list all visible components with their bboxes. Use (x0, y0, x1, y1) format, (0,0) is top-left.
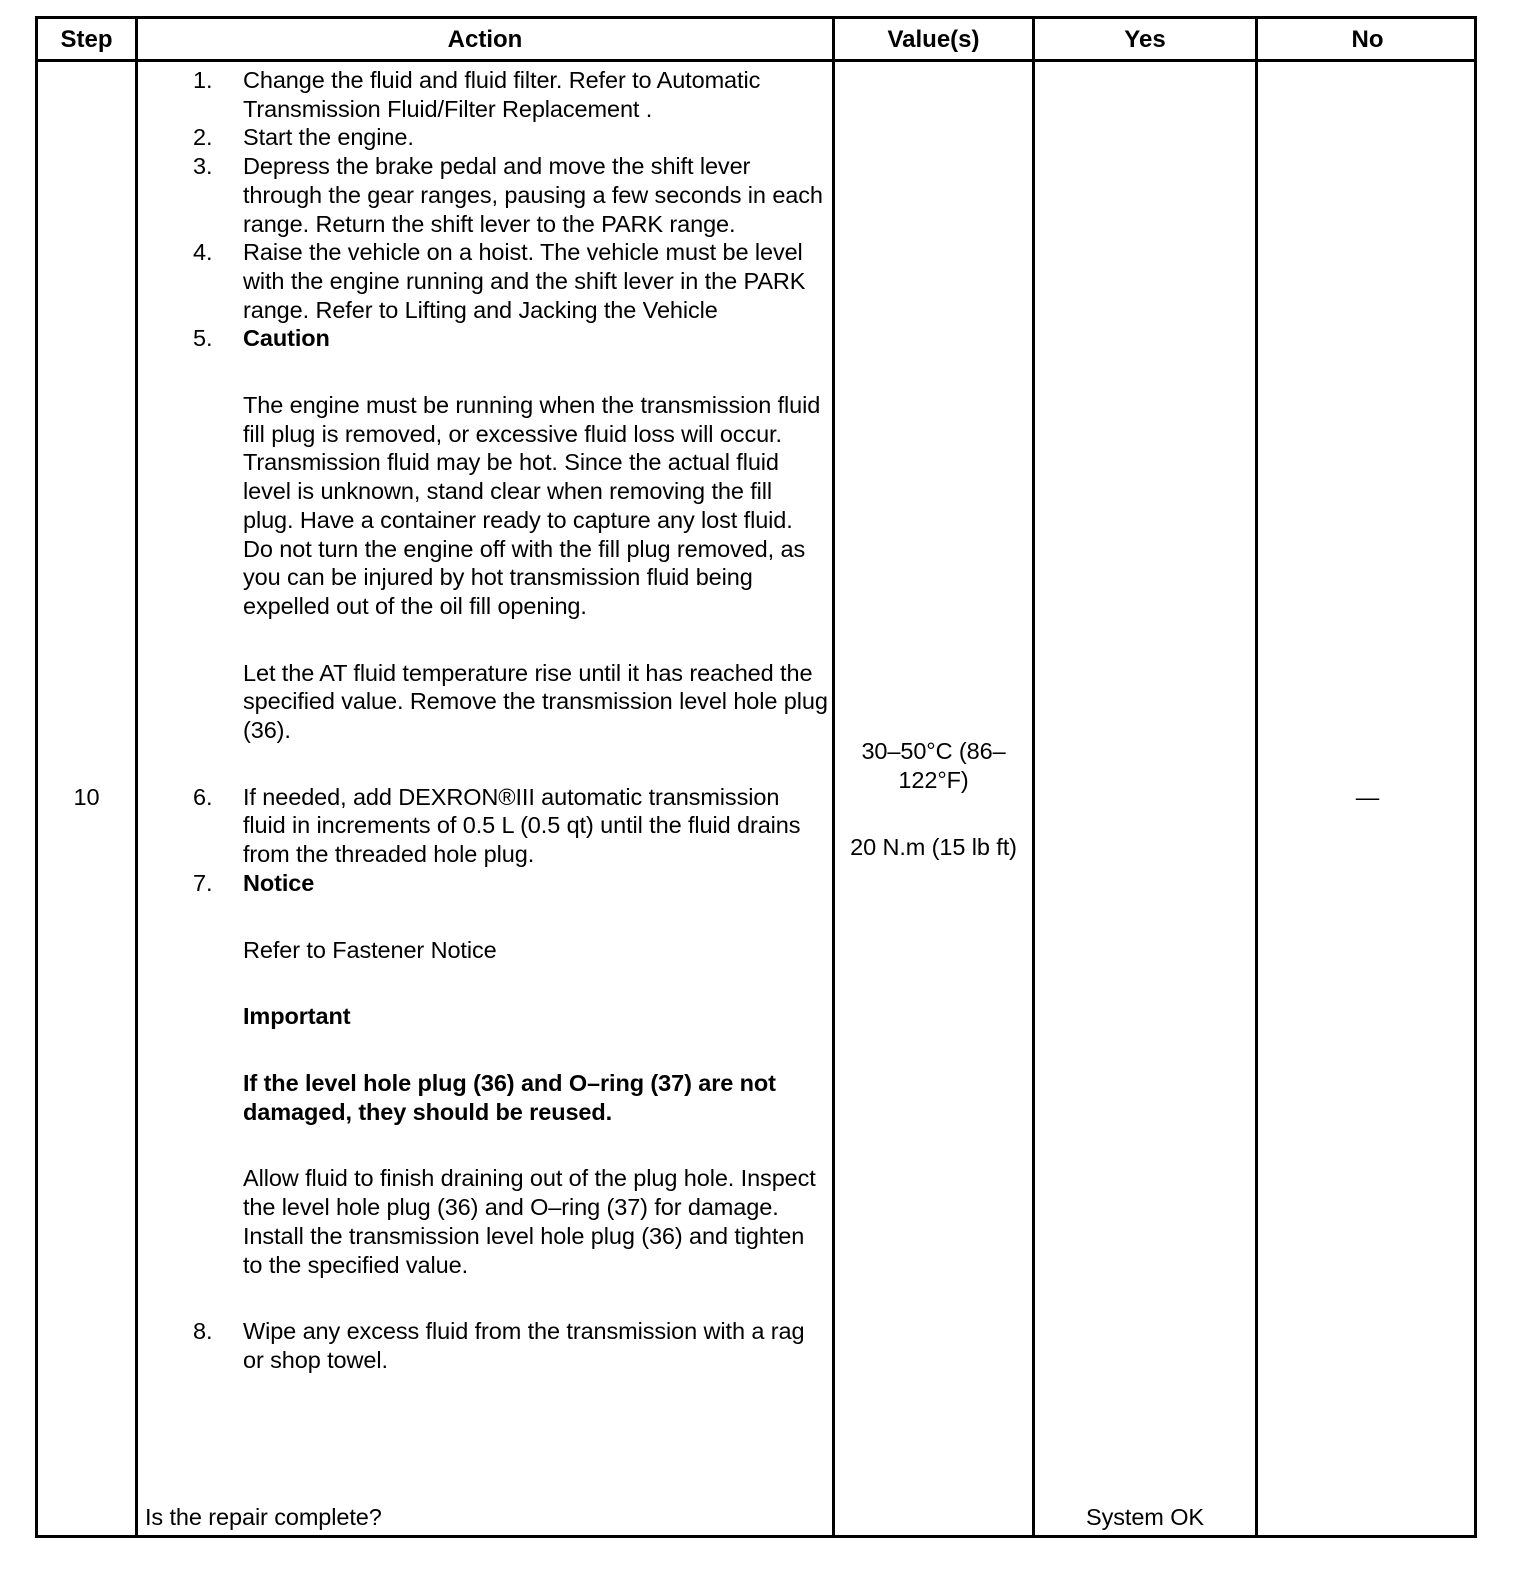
item-number: 2. (193, 124, 213, 151)
header-yes: Yes (1124, 26, 1166, 53)
item-number: 1. (193, 67, 213, 93)
item-text: Raise the vehicle on a hoist. The vehicle must be level with the engine running and the shift lever in the PARK range. Refer to Lifting and Jacking the Vehicle (243, 239, 806, 323)
important-text: If the level hole plug (36) and O–ring (37) are not damaged, they should be reused. (243, 1069, 776, 1125)
caution-text: The engine must be running when the transmission fluid fill plug is removed, or excessive fluid loss will occur. Transmission fluid may be hot. Since the actual fluid level is unknown, stand clear when removing the fill plug. Have a container ready to capture any lost fluid. Do not turn the engine off with the fill plug removed, as you can be injured by hot transmission fluid being expelled out of the oil fill opening. (243, 392, 821, 619)
item-number: 5. (193, 325, 213, 352)
action-item-7 (138, 869, 832, 1279)
notice-heading: Notice (243, 869, 315, 896)
header-divider (38, 59, 1474, 62)
yes-result: System OK (1086, 1504, 1204, 1530)
item-text: Wipe any excess fluid from the transmission with a rag or shop towel. (243, 1318, 805, 1373)
header-step: Step (60, 26, 113, 53)
action-list (138, 66, 832, 1375)
item-text: If needed, add DEXRON®III automatic transmission fluid in increments of 0.5 L (0.5 qt) until the fluid drains from the threaded hole plug. (243, 783, 801, 868)
item-text: Change the fluid and fluid filter. Refer to Automatic Transmission Fluid/Filter Replacement . (243, 67, 761, 122)
header-no: No (1351, 26, 1384, 53)
action-item-4 (138, 238, 832, 324)
question-text: Is the repair complete? (145, 1504, 382, 1530)
notice-text: Refer to Fastener Notice (243, 936, 497, 963)
column-divider (1032, 19, 1035, 1535)
item-text: Depress the brake pedal and move the shift lever through the gear ranges, pausing a few seconds in each range. Return the shift lever to the PARK range. (243, 153, 823, 237)
action-item-1 (138, 66, 832, 123)
item-number: 7. (193, 869, 213, 896)
step-number: 10 (73, 784, 100, 810)
action-item-3 (138, 152, 832, 238)
action-item-2 (138, 123, 832, 152)
item-text: Let the AT fluid temperature rise until it has reached the specified value. Remove the transmission level hole plug (36). (243, 659, 828, 744)
value-torque: 20 N.m (15 lb ft) (850, 834, 1017, 860)
header-action: Action (447, 26, 523, 53)
value-temperature: 30–50°C (86–122°F) (861, 738, 1006, 793)
header-values: Value(s) (887, 26, 980, 53)
diagnostic-table (35, 16, 1477, 1538)
no-result: — (1355, 784, 1380, 810)
item-number: 3. (193, 153, 213, 180)
item-number: 6. (193, 783, 213, 810)
item-number: 4. (193, 239, 213, 266)
action-item-6 (138, 783, 832, 869)
item-text: Allow fluid to finish draining out of the plug hole. Inspect the level hole plug (36) and O–ring (37) for damage. Install the transmission level hole plug (36) and tighten to the specified value. (243, 1165, 816, 1278)
action-item-8 (138, 1317, 832, 1374)
item-text: Start the engine. (243, 124, 414, 151)
column-divider (1255, 19, 1258, 1535)
action-item-5 (138, 324, 832, 744)
important-heading: Important (243, 1003, 351, 1030)
caution-heading: Caution (243, 325, 330, 352)
item-number: 8. (193, 1318, 213, 1345)
